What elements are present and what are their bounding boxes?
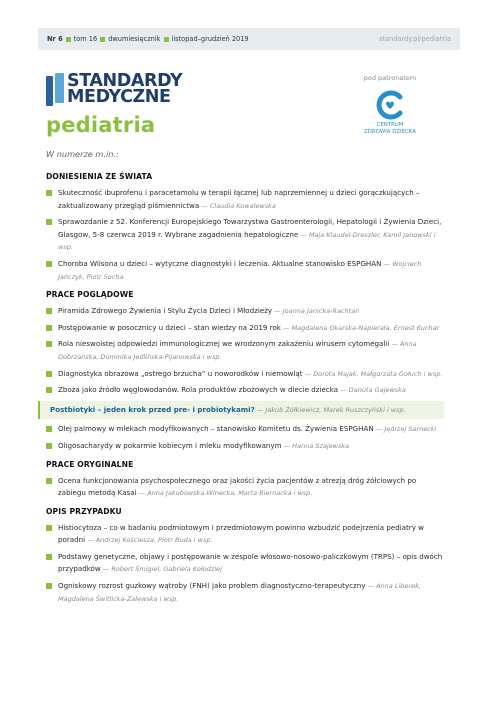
bullet-square-icon bbox=[46, 219, 52, 225]
article-authors: Danuta Gajewska bbox=[348, 386, 406, 395]
logo-line-2: MEDYCZNE bbox=[67, 87, 171, 107]
article-item[interactable]: Rola nieswoistej odpowiedzi immunologicznej we wrodzonym zakażeniu wirusem cytomegalii — Anna Dobrzańska, Dominika Jedlińska-Pijanowska i wsp. bbox=[46, 338, 444, 363]
article-authors: Dorota Majak, Małgorzata Gołuch i wsp. bbox=[313, 369, 443, 378]
frequency: dwumiesięcznik bbox=[108, 35, 161, 43]
article-title: Oligosacharydy w pokarmie kobiecym i mleku modyfikowanym bbox=[58, 440, 282, 450]
section-heading: OPIS PRZYPADKU bbox=[46, 506, 122, 516]
article-title: Choroba Wilsona u dzieci – wytyczne diagnostyki i leczenia. Aktualne stanowisko ESPGHAN bbox=[58, 258, 382, 268]
bullet-square-icon bbox=[46, 261, 52, 267]
article-item[interactable]: Histiocytoza – co w badaniu podmiotowym i przedmiotowym powinno wzbudzić podejrzenia pediatry w poradni — Andrzej Kościesza, Piotr Buda i wsp. bbox=[46, 522, 444, 547]
article-authors: Anna Jakubowska-Winecka, Marta Biernacka i wsp. bbox=[147, 489, 313, 498]
issue-bar bbox=[38, 28, 460, 50]
standardy-medyczne-logo bbox=[46, 73, 206, 113]
highlighted-article[interactable]: Postbiotyki – jeden krok przed pre- i probiotykami? — Jakub Żółkiewicz, Marek Ruszczyński i wsp. bbox=[38, 401, 444, 420]
article-authors: Robert Śmigiel, Gabriela Kołodziej bbox=[111, 565, 222, 574]
article-item[interactable]: Ocena funkcjonowania psychospołecznego oraz jakości życia pacjentów z atrezją dróg żółciowych po zabiegu metodą Kasai — Anna Jakubowska-Winecka, Marta Biernacka i wsp. bbox=[46, 475, 444, 500]
article-item[interactable]: Oligosacharydy w pokarmie kobiecym i mleku modyfikowanym — Hanna Szajewska bbox=[46, 440, 444, 453]
patronage-block bbox=[350, 74, 430, 136]
volume: tom 16 bbox=[73, 35, 98, 43]
article-title: Zboża jako źródło węglowodanów. Rola produktów zbożowych w diecie dziecka bbox=[58, 385, 339, 395]
journal-url[interactable]: standardy.pl/pediatria bbox=[378, 35, 451, 43]
patronage-org-line-1: CENTRUM bbox=[376, 122, 404, 128]
journal-name: pediatria bbox=[46, 113, 156, 137]
czd-emblem-icon bbox=[373, 90, 407, 120]
bullet-square-icon bbox=[46, 554, 52, 560]
bullet-square-icon bbox=[46, 478, 52, 484]
article-authors: Magdalena Okarska-Napierała, Ernest Kuchar bbox=[291, 323, 440, 332]
in-this-issue-label: W numerze m.in.: bbox=[46, 149, 119, 159]
article-item[interactable]: Sprawozdanie z 52. Konferencji Europejskiego Towarzystwa Gastroenterologii, Hepatologii i Żywienia Dzieci, Glasgow, 5-8 czerwca 2019 r. Wybrane zagadnienia hepatologiczne — Maja Klaudel-Dreszler, Kamil Janowski i wsp. bbox=[46, 216, 444, 254]
bullet-square-icon bbox=[46, 341, 52, 347]
issue-date: listopad–grudzień 2019 bbox=[171, 35, 249, 43]
bullet-square-icon bbox=[46, 308, 52, 314]
article-title: Sprawozdanie z 52. Konferencji Europejskiego Towarzystwa Gastroenterologii, Hepatologii i Żywienia Dzieci, Glasgow, 5-8 czerwca 2019 r. Wybrane zagadnienia hepatologiczne bbox=[58, 217, 442, 239]
article-title: Postbiotyki – jeden krok przed pre- i probiotykami? bbox=[50, 404, 255, 414]
bullet-square-icon bbox=[46, 583, 52, 589]
bullet-square-icon bbox=[46, 371, 52, 377]
article-authors: Wojciech Jańczyk, Piotr Socha bbox=[58, 259, 422, 281]
patronage-org bbox=[350, 122, 430, 136]
article-item[interactable]: Zboża jako źródło węglowodanów. Rola produktów zbożowych w diecie dziecka — Danuta Gajewska bbox=[46, 384, 444, 397]
article-authors: Jakub Żółkiewicz, Marek Ruszczyński i wsp. bbox=[265, 405, 406, 414]
article-title: Skuteczność ibuprofenu i paracetamolu w terapii łącznej lub naprzemiennej u dzieci gorączkujących – zaktualizowany przegląd piśmiennictwa bbox=[58, 188, 420, 210]
section-heading: PRACE ORYGINALNE bbox=[46, 459, 134, 469]
article-item[interactable]: Ogniskowy rozrost guzkowy wątroby (FNH) jako problem diagnostyczno-terapeutyczny — Anna Liberek, Magdalena Świtlicka-Zalewska i wsp. bbox=[46, 580, 444, 605]
article-title: Piramida Zdrowego Żywienia i Stylu Życia Dzieci i Młodzieży bbox=[58, 306, 273, 316]
bullet-square-icon bbox=[46, 525, 52, 531]
article-item[interactable]: Olej palmowy w mlekach modyfikowanych – stanowisko Komitetu ds. Żywienia ESPGHAN — Jędrzej Sarnecki bbox=[46, 423, 444, 436]
article-title: Diagnostyka obrazowa „ostrego brzucha” u noworodków i niemowląt bbox=[58, 368, 303, 378]
article-authors: Anna Dobrzańska, Dominika Jedlińska-Pijanowska i wsp. bbox=[58, 340, 417, 361]
patronage-org-line-2: ZDROWIA DZIECKA bbox=[364, 129, 416, 135]
article-item[interactable]: Podstawy genetyczne, objawy i postępowanie w zespole włosowo-nosowo-paliczkowym (TRPS) – opis dwóch przypadków — Robert Śmigiel, Gabriela Kołodziej bbox=[46, 551, 444, 576]
issue-number: Nr 6 bbox=[47, 35, 63, 43]
article-authors: Joanna Janicka-Rachtan bbox=[282, 307, 360, 316]
article-title: Ocena funkcjonowania psychospołecznego oraz jakości życia pacjentów z atrezją dróg żółciowych po zabiegu metodą Kasai bbox=[58, 475, 417, 498]
bullet-square-icon bbox=[46, 190, 52, 196]
article-title: Histiocytoza – co w badaniu podmiotowym i przedmiotowym powinno wzbudzić podejrzenia pediatry w poradni bbox=[58, 522, 424, 545]
logo-text bbox=[67, 73, 182, 105]
article-item[interactable]: Diagnostyka obrazowa „ostrego brzucha” u noworodków i niemowląt — Dorota Majak, Małgorzata Gołuch i wsp. bbox=[46, 368, 444, 381]
article-item[interactable]: Postępowanie w posocznicy u dzieci – stan wiedzy na 2019 rok — Magdalena Okarska-Napierała, Ernest Kuchar bbox=[46, 322, 444, 335]
article-title: Olej palmowy w mlekach modyfikowanych – stanowisko Komitetu ds. Żywienia ESPGHAN bbox=[58, 424, 374, 434]
logo-line-1: STANDARDY bbox=[67, 71, 183, 91]
bullet-square-icon bbox=[100, 37, 105, 42]
bullet-square-icon bbox=[46, 426, 52, 432]
article-authors: Andrzej Kościesza, Piotr Buda i wsp. bbox=[95, 536, 213, 545]
bullet-square-icon bbox=[46, 443, 52, 449]
logo-mark-icon bbox=[46, 73, 64, 106]
article-authors: Claudia Kowalewska bbox=[209, 201, 276, 210]
article-title: Rola nieswoistej odpowiedzi immunologicznej we wrodzonym zakażeniu wirusem cytomegalii bbox=[58, 339, 390, 349]
article-item[interactable]: Choroba Wilsona u dzieci – wytyczne diagnostyki i leczenia. Aktualne stanowisko ESPGHAN — Wojciech Jańczyk, Piotr Socha bbox=[46, 258, 444, 283]
article-authors: Maja Klaudel-Dreszler, Kamil Janowski i wsp. bbox=[58, 230, 436, 252]
bullet-square-icon bbox=[46, 387, 52, 393]
table-of-contents bbox=[46, 165, 444, 609]
article-title: Podstawy genetyczne, objawy i postępowanie w zespole włosowo-nosowo-paliczkowym (TRPS) – opis dwóch przypadków bbox=[58, 551, 443, 574]
section-heading: DONIESIENIA ZE ŚWIATA bbox=[46, 172, 153, 181]
article-item[interactable]: Skuteczność ibuprofenu i paracetamolu w terapii łącznej lub naprzemiennej u dzieci gorączkujących – zaktualizowany przegląd piśmiennictwa — Claudia Kowalewska bbox=[46, 187, 444, 212]
patronage-label: pod patronatem bbox=[363, 74, 417, 82]
article-item[interactable]: Piramida Zdrowego Żywienia i Stylu Życia Dzieci i Młodzieży — Joanna Janicka-Rachtan bbox=[46, 305, 444, 318]
bullet-square-icon bbox=[66, 37, 71, 42]
bullet-square-icon bbox=[164, 37, 169, 42]
article-authors: Hanna Szajewska bbox=[292, 441, 350, 450]
article-authors: Jędrzej Sarnecki bbox=[384, 425, 437, 434]
article-authors: Anna Liberek, Magdalena Świtlicka-Zalewska i wsp. bbox=[58, 582, 421, 603]
bullet-square-icon bbox=[46, 325, 52, 331]
section-heading: PRACE POGLĄDOWE bbox=[46, 290, 134, 300]
article-title: Ogniskowy rozrost guzkowy wątroby (FNH) jako problem diagnostyczno-terapeutyczny bbox=[58, 581, 366, 591]
article-title: Postępowanie w posocznicy u dzieci – stan wiedzy na 2019 rok bbox=[58, 322, 281, 332]
